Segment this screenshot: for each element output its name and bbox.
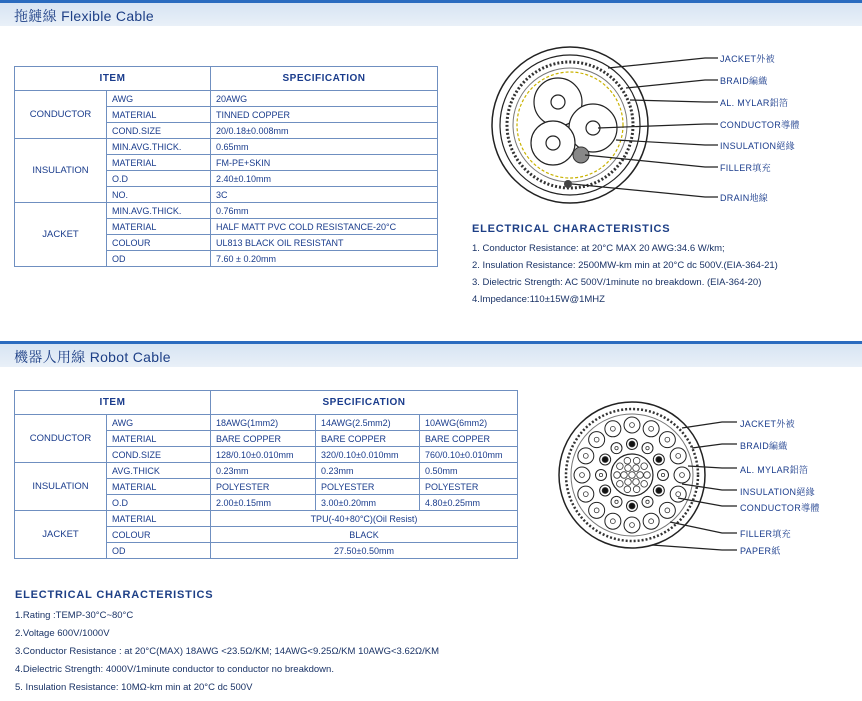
flex-electrical-title: ELECTRICAL CHARACTERISTICS — [472, 223, 671, 235]
row-value: BARE COPPER — [316, 431, 420, 447]
flex-electrical-line: 1. Conductor Resistance: at 20°C MAX 20 AWG:34.6 W/km; — [472, 243, 725, 254]
core-strand — [641, 481, 648, 488]
core-strand — [621, 472, 628, 479]
core-strand — [625, 479, 632, 486]
callout-drain: DRAIN地線 — [720, 193, 769, 203]
row-value: 760/0.10±0.010mm — [420, 447, 518, 463]
row-label: MATERIAL — [107, 155, 211, 171]
row-label: COLOUR — [107, 235, 211, 251]
row-label: O.D — [107, 171, 211, 187]
callout-filler: FILLER填充 — [720, 163, 771, 173]
conductor-core — [580, 473, 585, 478]
row-label: COND.SIZE — [107, 447, 211, 463]
robot-spec-table — [14, 390, 518, 559]
row-value: 27.50±0.50mm — [211, 543, 518, 559]
table-row — [15, 91, 438, 107]
header-spec: SPECIFICATION — [211, 67, 438, 91]
callout-insulation: INSULATION絕緣 — [720, 141, 795, 151]
row-value: 14AWG(2.5mm2) — [316, 415, 420, 431]
core-strand — [617, 481, 624, 488]
table-header-row — [15, 391, 518, 415]
row-value: 320/0.10±0.010mm — [316, 447, 420, 463]
robot-cable-header — [0, 341, 862, 367]
conductor-core — [583, 492, 588, 497]
row-label: MATERIAL — [107, 219, 211, 235]
group-jacket: JACKET — [15, 511, 107, 559]
conductor-core — [656, 456, 662, 462]
callout-filler: FILLER填充 — [740, 529, 791, 539]
core-strand — [614, 472, 621, 479]
header-item: ITEM — [15, 67, 211, 91]
conductor-core — [665, 437, 670, 442]
group-conductor: CONDUCTOR — [15, 415, 107, 463]
robot-electrical-line: 4.Dielectric Strength: 4000V/1minute conductor to conductor no breakdown. — [15, 664, 334, 675]
callout-braid: BRAID編織 — [740, 441, 788, 451]
row-value: BLACK — [211, 527, 518, 543]
robot-electrical-line: 1.Rating :TEMP-30°C~80°C — [15, 610, 134, 621]
conductor-core — [661, 473, 664, 476]
row-value: 0.23mm — [316, 463, 420, 479]
callout-paper: PAPER紙 — [740, 546, 781, 556]
row-value: 7.60 ± 0.20mm — [211, 251, 438, 267]
table-row — [15, 463, 518, 479]
row-value: BARE COPPER — [211, 431, 316, 447]
row-value: 4.80±0.25mm — [420, 495, 518, 511]
robot-cable-title: 機器人用線 Robot Cable — [14, 349, 171, 365]
row-value: 0.50mm — [420, 463, 518, 479]
row-value: 20AWG — [211, 91, 438, 107]
robot-electrical-line: 2.Voltage 600V/1000V — [15, 628, 110, 639]
callout-al-mylar: AL. MYLAR鋁箔 — [740, 465, 809, 475]
callout-braid: BRAID編織 — [720, 76, 768, 86]
row-value: POLYESTER — [316, 479, 420, 495]
row-value: FM-PE+SKIN — [211, 155, 438, 171]
flexible-cable-header — [0, 0, 862, 26]
row-value: POLYESTER — [211, 479, 316, 495]
row-value: 18AWG(1mm2) — [211, 415, 316, 431]
row-label: AWG — [107, 91, 211, 107]
callout-jacket: JACKET外被 — [740, 419, 795, 429]
callout-insulation: INSULATION絕緣 — [740, 487, 815, 497]
conductor-core — [680, 473, 685, 478]
conductor-core — [629, 503, 635, 509]
callout-conductor: CONDUCTOR導體 — [740, 503, 820, 513]
conductor-core — [602, 456, 608, 462]
robot-cable-cross-section — [552, 400, 862, 565]
callout-jacket: JACKET外被 — [720, 54, 775, 64]
row-value: 2.40±0.10mm — [211, 171, 438, 187]
conductor-core — [594, 437, 599, 442]
row-value: TPU(-40+80°C)(Oil Resist) — [211, 511, 518, 527]
conductor-core — [610, 426, 615, 431]
row-value: TINNED COPPER — [211, 107, 438, 123]
flex-electrical-line: 4.Impedance:110±15W@1MHZ — [472, 294, 605, 305]
flexible-cable-cross-section — [480, 40, 860, 215]
robot-electrical-line: 3.Conductor Resistance : at 20°C(MAX) 18AWG <23.5Ω/KM; 14AWG<9.25Ω/KM 10AWG<3.62Ω/KM — [15, 646, 440, 657]
row-value: 3.00±0.20mm — [316, 495, 420, 511]
group-conductor: CONDUCTOR — [15, 91, 107, 139]
conductor-core — [583, 453, 588, 458]
callout-conductor: CONDUCTOR導體 — [720, 120, 800, 130]
row-value: 0.76mm — [211, 203, 438, 219]
core-strand — [633, 457, 640, 464]
flexible-cable-title: 拖鏈線 Flexible Cable — [14, 8, 154, 24]
row-label: MIN.AVG.THICK. — [107, 203, 211, 219]
flexible-spec-table — [14, 66, 438, 267]
row-label: AWG — [107, 415, 211, 431]
row-value: 2.00±0.15mm — [211, 495, 316, 511]
row-label: MIN.AVG.THICK. — [107, 139, 211, 155]
conductor-core — [649, 426, 654, 431]
row-value: 20/0.18±0.008mm — [211, 123, 438, 139]
group-jacket: JACKET — [15, 203, 107, 267]
row-label: O.D — [107, 495, 211, 511]
row-label: MATERIAL — [107, 511, 211, 527]
row-value: 3C — [211, 187, 438, 203]
conductor-core — [646, 447, 649, 450]
core-strand — [629, 472, 636, 479]
header-spec: SPECIFICATION — [211, 391, 518, 415]
group-insulation: INSULATION — [15, 463, 107, 511]
conductor-core — [676, 453, 681, 458]
core-strand — [633, 465, 640, 472]
core-strand — [633, 479, 640, 486]
conductor-core — [629, 441, 635, 447]
robot-electrical-title: ELECTRICAL CHARACTERISTICS — [15, 589, 214, 601]
header-item: ITEM — [15, 391, 211, 415]
table-row — [15, 203, 438, 219]
row-value: POLYESTER — [420, 479, 518, 495]
conductor-core — [646, 500, 649, 503]
core-strand — [624, 486, 631, 493]
group-insulation: INSULATION — [15, 139, 107, 203]
core-strand — [641, 463, 648, 470]
conductor-core — [630, 523, 635, 528]
row-value: 128/0.10±0.010mm — [211, 447, 316, 463]
core-strand — [624, 457, 631, 464]
row-label: OD — [107, 543, 211, 559]
conductor-core — [599, 473, 602, 476]
core-strand — [617, 463, 624, 470]
conductor-core — [594, 508, 599, 513]
flex-electrical-line: 3. Dielectric Strength: AC 500V/1minute no breakdown. (EIA-364-20) — [472, 277, 762, 288]
table-row — [15, 415, 518, 431]
flex-electrical-line: 2. Insulation Resistance: 2500MW-km min at 20°C dc 500V.(EIA-364-21) — [472, 260, 778, 271]
row-value: 10AWG(6mm2) — [420, 415, 518, 431]
conductor-core — [615, 500, 618, 503]
conductor-core — [615, 447, 618, 450]
row-label: OD — [107, 251, 211, 267]
conductor-core — [630, 423, 635, 428]
callout-al-mylar: AL. MYLAR鋁箔 — [720, 98, 789, 108]
conductor-core — [610, 519, 615, 524]
core-strand — [625, 465, 632, 472]
row-label: MATERIAL — [107, 479, 211, 495]
table-row — [15, 511, 518, 527]
table-header-row — [15, 67, 438, 91]
row-value: 0.23mm — [211, 463, 316, 479]
conductor-core — [676, 492, 681, 497]
row-value: HALF MATT PVC COLD RESISTANCE-20°C — [211, 219, 438, 235]
row-value: 0.65mm — [211, 139, 438, 155]
row-label: MATERIAL — [107, 107, 211, 123]
conductor-core — [649, 519, 654, 524]
row-label: AVG.THICK — [107, 463, 211, 479]
conductor-core — [665, 508, 670, 513]
core-strand — [637, 472, 644, 479]
table-row — [15, 139, 438, 155]
row-label: COND.SIZE — [107, 123, 211, 139]
row-label: COLOUR — [107, 527, 211, 543]
row-value: BARE COPPER — [420, 431, 518, 447]
row-label: NO. — [107, 187, 211, 203]
core-strand — [644, 472, 651, 479]
robot-electrical-line: 5. Insulation Resistance: 10MΩ-km min at 20°C dc 500V — [15, 682, 253, 693]
row-value: UL813 BLACK OIL RESISTANT — [211, 235, 438, 251]
conductor-core — [656, 487, 662, 493]
core-strand — [633, 486, 640, 493]
conductor-core — [602, 487, 608, 493]
row-label: MATERIAL — [107, 431, 211, 447]
